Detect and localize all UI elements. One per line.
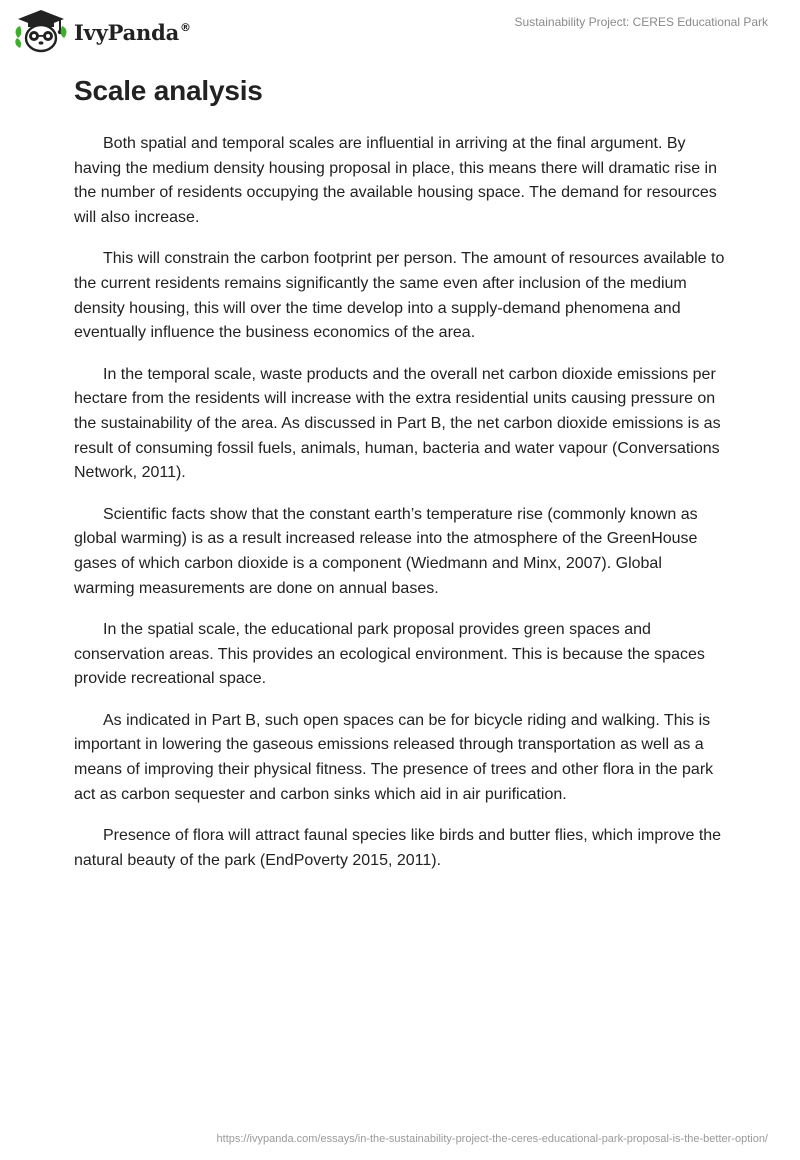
paragraph-6: As indicated in Part B, such open spaces can be for bicycle riding and walking. This is important in lowering the gaseous emissions released through transportation as well as a means of improving their physical fitness. The presence of trees and other flora in the park act as carbon sequester and carbon sinks which aid in air purification.	[74, 711, 714, 803]
section-heading: Scale analysis	[74, 75, 263, 106]
source-url[interactable]: https://ivypanda.com/essays/in-the-sustainability-project-the-ceres-educational-park-proposal-is-the-better-option/	[216, 1133, 768, 1145]
paragraph-3: In the temporal scale, waste products and the overall net carbon dioxide emissions per hectare from the residents will increase with the extra residential units causing pressure on the sustainability of the area. As discussed in Part B, the net carbon dioxide emissions is as result of consuming fossil fuels, animals, human, bacteria and water vapour (Conversations Network, 2011).	[74, 365, 721, 482]
document-title: Sustainability Project: CERES Educational Park	[514, 15, 768, 29]
ivypanda-logo[interactable]	[14, 8, 191, 54]
paragraph-2: This will constrain the carbon footprint per person. The amount of resources available to the current residents remains significantly the same even after inclusion of the medium density housing, this will over the time develop into a supply-demand phenomena and eventually influence the business economics of the area.	[74, 250, 725, 342]
paragraph-1: Both spatial and temporal scales are influential in arriving at the final argument. By having the medium density housing proposal in place, this means there will dramatic rise in the number of residents occupying the available housing space. The demand for resources will also increase.	[74, 135, 717, 226]
registered-mark: ®	[180, 20, 191, 34]
paragraph-4: Scientific facts show that the constant earth’s temperature rise (commonly known as global warming) is as a result increased release into the atmosphere of the GreenHouse gases of which carbon dioxide is a component (Wiedmann and Minx, 2007). Global warming measurements are done on annual bases.	[74, 505, 698, 597]
page-header	[0, 0, 800, 60]
logo-wordmark: IvyPanda®	[74, 19, 191, 45]
paragraph-5: In the spatial scale, the educational park proposal provides green spaces and conservation areas. This provides an ecological environment. This is because the spaces provide recreational space.	[74, 621, 705, 688]
article-body	[74, 74, 726, 890]
panda-graduate-icon	[14, 8, 68, 54]
paragraph-7: Presence of flora will attract faunal species like birds and butter flies, which improve the natural beauty of the park (EndPoverty 2015, 2011).	[74, 827, 722, 869]
